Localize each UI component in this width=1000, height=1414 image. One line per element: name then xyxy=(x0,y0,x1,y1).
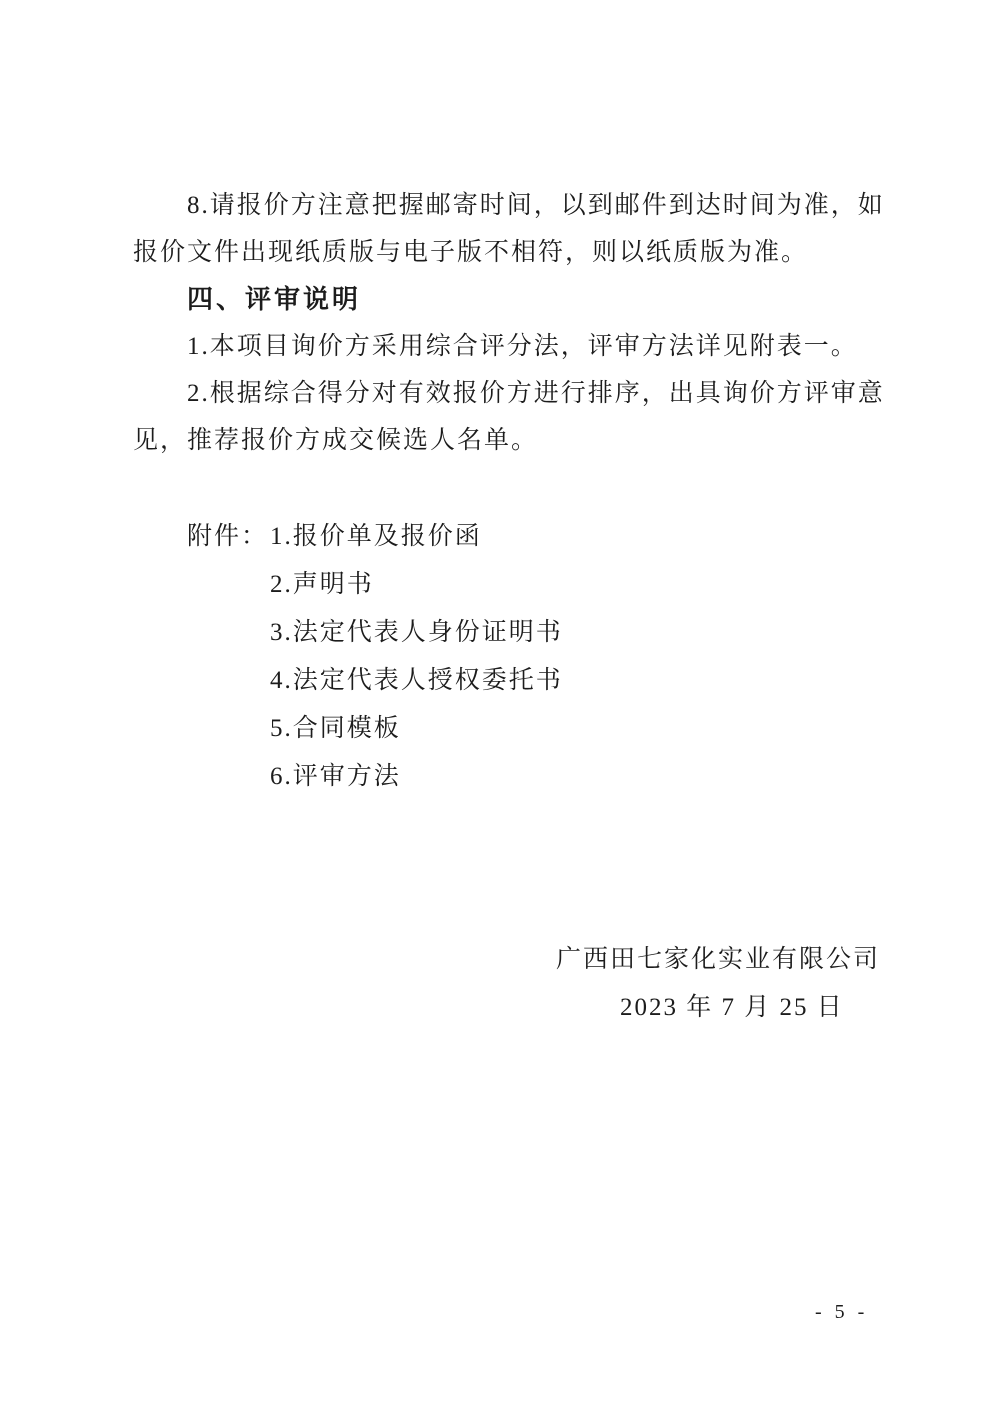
attachment-item-6: 6.评审方法 xyxy=(270,763,401,790)
page-number: - 5 - xyxy=(815,1301,869,1323)
section-4-heading: 四、评审说明 xyxy=(187,284,362,314)
signature-company-name: 广西田七家化实业有限公司 xyxy=(556,946,881,973)
section-4-item-1: 1.本项目询价方采用综合评分法，评审方法详见附表一。 xyxy=(187,333,858,360)
attachment-item-5: 5.合同模板 xyxy=(270,715,401,742)
attachments-label: 附件： xyxy=(187,523,269,550)
paragraph-8-line-1: 8.请报价方注意把握邮寄时间，以到邮件到达时间为准，如 xyxy=(187,192,885,219)
attachment-item-1: 1.报价单及报价函 xyxy=(270,523,482,550)
section-4-item-2-line-1: 2.根据综合得分对有效报价方进行排序，出具询价方评审意 xyxy=(187,380,885,407)
attachment-item-2: 2.声明书 xyxy=(270,571,374,598)
paragraph-8-line-2: 报价文件出现纸质版与电子版不相符，则以纸质版为准。 xyxy=(133,239,809,266)
attachment-item-3: 3.法定代表人身份证明书 xyxy=(270,619,563,646)
signature-date: 2023 年 7 月 25 日 xyxy=(620,994,844,1021)
section-4-item-2-line-2: 见，推荐报价方成交候选人名单。 xyxy=(133,427,539,454)
attachment-item-4: 4.法定代表人授权委托书 xyxy=(270,667,563,694)
